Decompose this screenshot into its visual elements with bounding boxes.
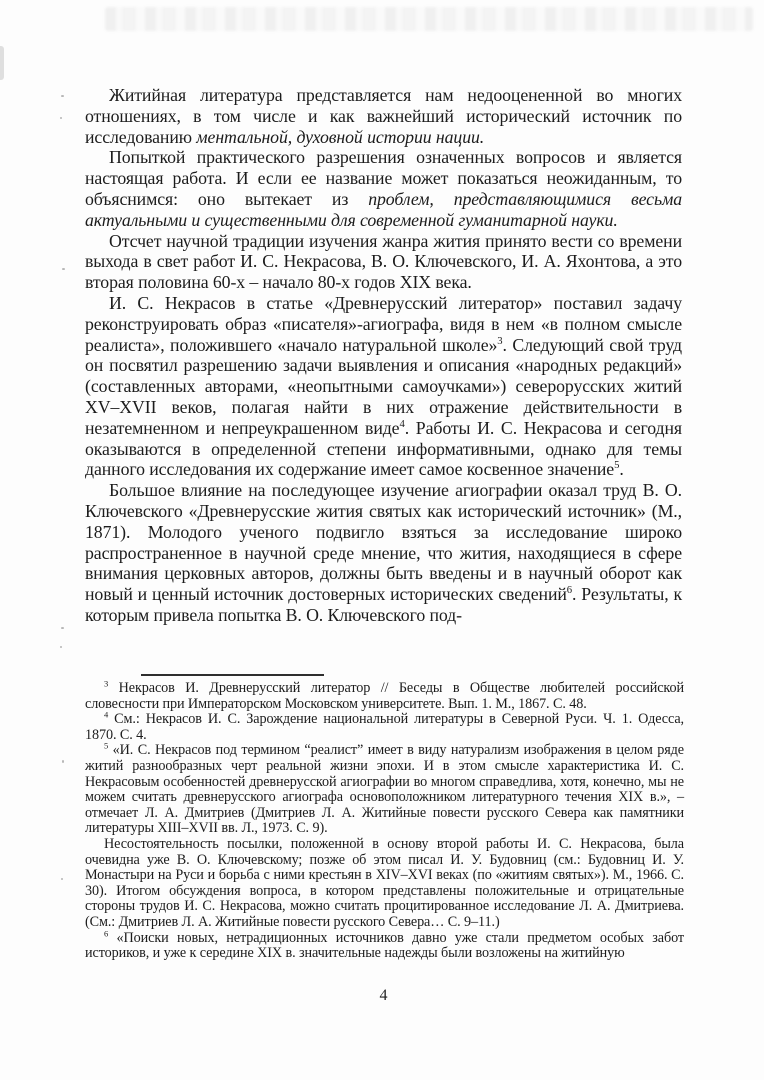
text-segment: И. С. Некрасов в статье «Древнерусский литератор» поставил задачу реконструировать образ «писателя»-агиографа, видя в нем «в полном смысле реалиста», положившего «начало натуральной школе» bbox=[85, 292, 682, 355]
footnote-marker: 6 bbox=[566, 584, 573, 597]
footnote-marker: 6 bbox=[104, 927, 109, 938]
text-segment: ментальной, духовной истории нации. bbox=[196, 126, 485, 147]
footnote-4 bbox=[85, 709, 684, 743]
footnote-marker: 5 bbox=[104, 740, 109, 751]
footnote-5 bbox=[85, 740, 684, 837]
footnote-marker: 3 bbox=[497, 334, 503, 347]
text-segment: «Поиски новых, нетрадиционных источников давно уже стали предметом особых забот историков, и уже к середине XIX в. значительные надежды были возложены на житийную bbox=[85, 929, 684, 962]
footnote-6 bbox=[85, 927, 684, 962]
show-through-artifact bbox=[105, 7, 753, 31]
text-segment: Отсчет научной традиции изучения жанра жития принято вести со времени выхода в свет работ И. С. Некрасова, В. О. Ключевского, И. А. Яхонтова, а это вторая половина 60-х – начало 80-х годов XIX века. bbox=[85, 230, 682, 293]
page-number: 4 bbox=[379, 987, 388, 1004]
scan-edge-artifact bbox=[0, 46, 4, 80]
scan-artifact bbox=[60, 117, 62, 119]
text-segment: . Следующий свой труд он посвятил разрешению задачи выявления и описания «народных редакций» (составленных авторами, «неопытными самоучками») северорусских житий XV–XVII веков, полагая найти в них отражение действительности в незатемненном и непреукрашенном виде bbox=[85, 334, 682, 438]
footnote-5-continuation bbox=[85, 837, 684, 931]
footnote-separator-rule bbox=[141, 674, 324, 676]
text-segment: Некрасов И. Древнерусский литератор // Беседы в Обществе любителей российской словесности при Императорском Московском университете. Вып. 1. М., 1867. С. 48. bbox=[85, 680, 684, 712]
text-segment: Несостоятельность посылки, положенной в основу второй работы И. С. Некрасова, была очевидна уже В. О. Ключевскому; позже об этом писал И. У. Будовниц (см.: Будовниц И. У. Монастыри на Руси и борьба с ними крестьян в XIV–XVI веках (по «житиям святых»). М., 1966. С. 30). Итогом обсуждения вопроса, в котором представлены положительные и отрицательные стороны трудов И. С. Некрасова, можно считать процитированное исследование Л. А. Дмитриева. (См.: Дмитриев Л. А. Житийные повести русского Севера… С. 9–11.) bbox=[85, 835, 684, 930]
scan-artifact bbox=[61, 878, 63, 880]
scan-artifact bbox=[62, 268, 65, 270]
scan-artifact bbox=[62, 760, 64, 763]
text-segment: Попыткой практического разрешения означенных вопросов и является настоящая работа. И если ее название может показаться неожиданным, то объяснимся: оно вытекает из bbox=[85, 147, 682, 209]
paragraph-1 bbox=[85, 85, 682, 147]
scan-artifact bbox=[61, 627, 64, 629]
footnote-marker: 4 bbox=[104, 709, 109, 720]
paragraph-2 bbox=[85, 147, 682, 230]
main-text-block bbox=[85, 85, 682, 626]
footnote-marker: 4 bbox=[399, 417, 405, 430]
paragraph-3 bbox=[85, 231, 682, 293]
text-segment: . Результаты, к которым привела попытка В. О. Ключевского под- bbox=[85, 584, 682, 625]
text-segment: «И. С. Некрасов под термином “реалист” имеет в виду натурализм изображения в целом ряде житий разнообразных черт реальной жизни эпохи. И в этом смысле характеристика И. С. Некрасовым особенностей древнерусской агиографии во многом справедлива, хотя, конечно, мы не можем считать древнерусского агиографа основоположником литературного течения XIX в.», – отмечает Л. А. Дмитриев (Дмитриев Л. А. Житийные повести русского Севера как памятники литературы XIII–XVII вв. Л., 1973. С. 9). bbox=[85, 742, 684, 837]
scan-artifact bbox=[61, 95, 64, 97]
text-segment: Большое влияние на последующее изучение агиографии оказал труд В. О. Ключевского «Древнерусские жития святых как исторический источник» (М., 1871). Молодого ученого подвигло взяться за исследование широко распространенное в научной среде мнение, что жития, находящиеся в сфере внимания церковных авторов, должны быть введены и в научный оборот как новый и ценный источник достоверных исторических сведений bbox=[85, 480, 682, 605]
text-segment: Житийная литература представляется нам недооцененной во многих отношениях, в том числе и как важнейший исторический источник по исследованию bbox=[85, 85, 682, 147]
text-segment: проблем, представляющимися весьма актуальными и существенными для современной гуманитарной науки. bbox=[85, 188, 682, 230]
footnote-marker: 5 bbox=[614, 459, 620, 472]
footnotes-block bbox=[85, 678, 684, 962]
paragraph-4 bbox=[85, 293, 682, 480]
text-segment: . Работы И. С. Некрасова и сегодня оказываются в определенной степени информативными, однако для темы данного исследования их содержание имеет самое косвенное значение bbox=[85, 417, 682, 480]
footnote-marker: 3 bbox=[104, 678, 109, 689]
text-segment: . bbox=[619, 459, 624, 480]
scan-artifact bbox=[60, 646, 62, 648]
paragraph-5 bbox=[85, 480, 682, 626]
footnote-3 bbox=[85, 678, 684, 712]
text-segment: См.: Некрасов И. С. Зарождение национальной литературы в Северной Руси. Ч. 1. Одесса, 1870. С. 4. bbox=[85, 711, 684, 743]
